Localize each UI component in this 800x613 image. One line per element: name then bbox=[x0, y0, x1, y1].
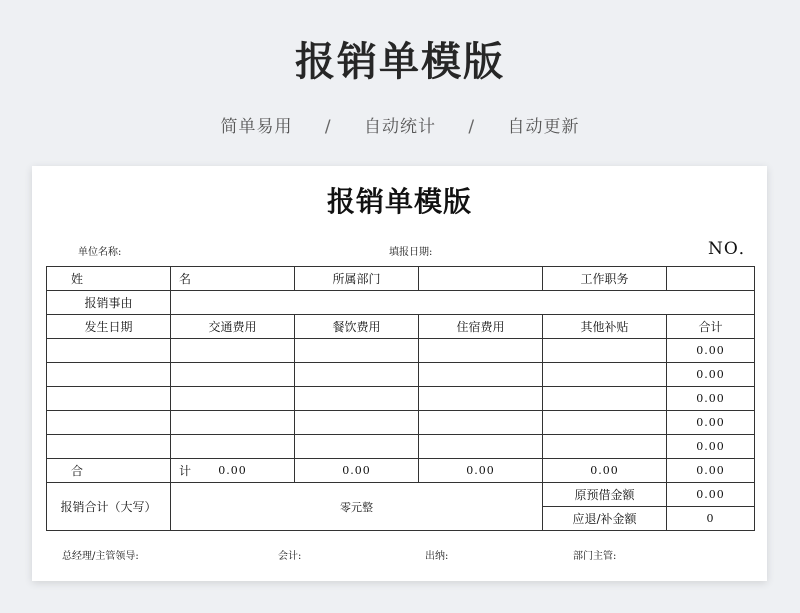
table-row bbox=[47, 411, 755, 435]
table-row-reason bbox=[47, 291, 755, 315]
job-title-label: 工作职务 bbox=[543, 267, 667, 291]
meal-cell[interactable] bbox=[295, 339, 419, 363]
lodging-cell[interactable] bbox=[419, 363, 543, 387]
transport-cell[interactable] bbox=[171, 387, 295, 411]
manager-signature-label: 总经理/主管领导: bbox=[62, 551, 139, 562]
row-total-cell: 0.00 bbox=[667, 339, 755, 363]
other-cell[interactable] bbox=[543, 339, 667, 363]
row-total-cell: 0.00 bbox=[667, 387, 755, 411]
other-cell[interactable] bbox=[543, 435, 667, 459]
lodging-cell[interactable] bbox=[419, 435, 543, 459]
date-cell[interactable] bbox=[47, 387, 171, 411]
row-total-cell: 0.00 bbox=[667, 411, 755, 435]
expense-table bbox=[46, 266, 755, 531]
transport-cell[interactable] bbox=[171, 411, 295, 435]
table-row-applicant bbox=[47, 267, 755, 291]
dept-head-signature-label: 部门主管: bbox=[573, 551, 617, 562]
advance-amount-value[interactable]: 0.00 bbox=[667, 483, 755, 507]
column-header: 发生日期 bbox=[47, 315, 171, 339]
tagline-auto-update: 自动更新 bbox=[507, 117, 580, 137]
column-header: 餐饮费用 bbox=[295, 315, 419, 339]
amount-in-words: 零元整 bbox=[171, 483, 543, 531]
grand-total: 0.00 bbox=[667, 459, 755, 483]
meal-cell[interactable] bbox=[295, 435, 419, 459]
lodging-total: 0.00 bbox=[419, 459, 543, 483]
table-row bbox=[47, 435, 755, 459]
date-cell[interactable] bbox=[47, 363, 171, 387]
unit-name-label: 单位名称: bbox=[78, 247, 122, 258]
transport-cell[interactable] bbox=[171, 363, 295, 387]
column-header: 合计 bbox=[667, 315, 755, 339]
row-total-cell: 0.00 bbox=[667, 435, 755, 459]
lodging-cell[interactable] bbox=[419, 411, 543, 435]
other-cell[interactable] bbox=[543, 363, 667, 387]
date-cell[interactable] bbox=[47, 411, 171, 435]
column-header: 其他补贴 bbox=[543, 315, 667, 339]
lodging-cell[interactable] bbox=[419, 339, 543, 363]
tagline-easy: 简单易用 bbox=[220, 117, 293, 137]
table-row bbox=[47, 387, 755, 411]
date-cell[interactable] bbox=[47, 339, 171, 363]
expense-form-sheet bbox=[32, 166, 767, 581]
table-header-row bbox=[47, 315, 755, 339]
table-row bbox=[47, 363, 755, 387]
tagline bbox=[0, 112, 800, 137]
department-label: 所属部门 bbox=[295, 267, 419, 291]
department-input-cell[interactable] bbox=[419, 267, 543, 291]
other-total: 0.00 bbox=[543, 459, 667, 483]
totals-label: 合 计 bbox=[47, 459, 171, 483]
form-number-label: NO． bbox=[708, 239, 757, 259]
meal-cell[interactable] bbox=[295, 411, 419, 435]
fill-date-label: 填报日期: bbox=[389, 247, 433, 258]
reimbursement-total-label: 报销合计（大写） bbox=[47, 483, 171, 531]
transport-cell[interactable] bbox=[171, 435, 295, 459]
page-title: 报销单模版 bbox=[295, 39, 505, 85]
accountant-signature-label: 会计: bbox=[278, 551, 302, 562]
column-header: 交通费用 bbox=[171, 315, 295, 339]
cashier-signature-label: 出纳: bbox=[425, 551, 449, 562]
summary-row-advance bbox=[47, 483, 755, 507]
tagline-separator: / bbox=[468, 117, 476, 137]
meal-total: 0.00 bbox=[295, 459, 419, 483]
totals-row bbox=[47, 459, 755, 483]
name-label: 姓 名 bbox=[47, 267, 171, 291]
tagline-auto-stats: 自动统计 bbox=[364, 117, 436, 137]
other-cell[interactable] bbox=[543, 411, 667, 435]
form-title: 报销单模版 bbox=[326, 185, 472, 218]
lodging-cell[interactable] bbox=[419, 387, 543, 411]
date-cell[interactable] bbox=[47, 435, 171, 459]
transport-total: 0.00 bbox=[171, 459, 295, 483]
row-total-cell: 0.00 bbox=[667, 363, 755, 387]
meal-cell[interactable] bbox=[295, 387, 419, 411]
meal-cell[interactable] bbox=[295, 363, 419, 387]
refund-amount-value: 0 bbox=[667, 507, 755, 531]
tagline-separator: / bbox=[324, 117, 332, 137]
transport-cell[interactable] bbox=[171, 339, 295, 363]
job-title-input-cell[interactable] bbox=[667, 267, 755, 291]
table-row bbox=[47, 339, 755, 363]
refund-amount-label: 应退/补金额 bbox=[543, 507, 667, 531]
advance-amount-label: 原预借金额 bbox=[543, 483, 667, 507]
other-cell[interactable] bbox=[543, 387, 667, 411]
reason-input-cell[interactable] bbox=[171, 291, 755, 315]
reason-label: 报销事由 bbox=[47, 291, 171, 315]
column-header: 住宿费用 bbox=[419, 315, 543, 339]
